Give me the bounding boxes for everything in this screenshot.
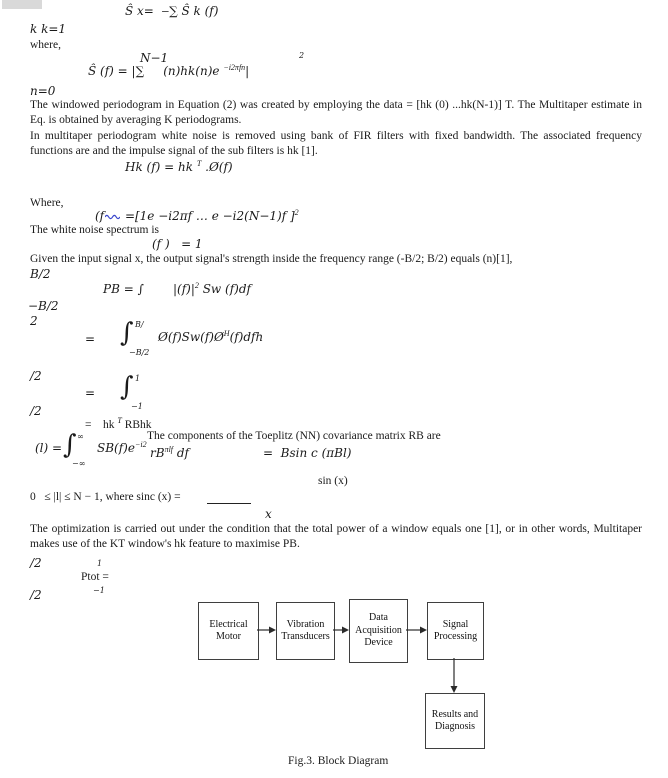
arrow-right-icon [406,624,427,636]
box-label: Data Acquisition Device [355,612,402,649]
paragraph-windowed-periodogram: The windowed periodogram in Equation (2) was created by employing the data = [hk (0) ...hk(N-1)] T. The Multitaper estimate in Eq. is obtained by averaging K periodograms. [30,99,642,127]
fraction-bar [207,503,251,504]
equation-sf-end: | [245,64,250,78]
equation-rb-transpose: T [117,416,122,425]
equation-integral-unit [85,372,143,412]
equation-spectrum-sum: Ŝ x= ‒∑ Ŝ k (f) [125,4,219,18]
equation-pb-lhs: PB = ∫ [103,282,144,296]
box-label: Results and Diagnosis [431,708,479,732]
diagram-box-results-diagnosis [425,693,485,749]
integrand-post: (f)dfh [229,330,264,344]
equation-covariance [35,430,147,468]
where-label-2: Where, [30,197,64,209]
arrow-down-icon [448,658,460,693]
integral-sign: ∫ [63,430,77,460]
equation-phi-pre: (f [95,209,105,223]
integral-lower-limit: −B/2 [129,348,150,357]
equation-rb-post: RBhk [121,419,152,431]
equation-pb-power: 2 [194,281,199,290]
arrow-right-icon [257,624,276,636]
limit-minus-b2: −B/2 [28,299,59,313]
equation-phi-power: 2 [294,208,299,217]
paragraph-optimization: The optimization is carried out under the condition that the total power of a window equals one [1], or in other words, Multitaper makes use of the KT window's hk feature to maximise PB. [30,523,642,551]
diagram-box-signal-processing [427,602,484,660]
equation-rb-pre: = hk [85,419,118,431]
paragraph-multitaper-fir: In multitaper periodogram white noise is removed using bank of FIR filters with fixed bandwidth. The associated frequency functions are and the impulse signal of the sub filters is hk [1]. [30,130,642,158]
covariance-l2-exponent: πlf [164,445,174,454]
sinc-condition-line: 0 ≤ |l| ≤ N − 1, where sinc (x) = [30,491,184,503]
covariance-exponent: −i2 [134,440,147,449]
figure-caption: Fig.3. Block Diagram [288,755,389,767]
equation-hk-post: .Ø(f) [201,160,233,174]
equation-sf-upper-limit: N−1 [140,51,169,65]
equation-pb-mid: |(f)| [173,282,195,296]
equals-sign: = [85,332,96,346]
integral-sign: ∫ [120,372,134,402]
ptot-slash-top: /2 [30,556,42,570]
integrand-pre: Ø(f)Sw(f)Ø [158,330,224,344]
given-input-line: Given the input signal x, the output signal's strength inside the frequency range (-B/2; B/2) equals (n)[1], [30,253,513,265]
integral-sign: ∫ [120,318,134,348]
ptot-upper-limit: 1 [97,559,103,568]
toeplitz-note: The components of the Toeplitz (NN) covariance matrix RB are [147,430,441,442]
equation-sf [88,64,249,80]
ptot-slash-bottom: /2 [30,588,42,602]
equation-sf-power: 2 [299,51,305,60]
equation-pb-post: Sw (f)df [198,282,251,296]
box-label: Signal Processing [433,618,478,642]
equation-pb-rhs [173,282,251,298]
box-label: Electrical Motor [209,618,248,642]
integrand-hermitian: H [223,329,230,338]
equation-integral-bw [85,318,264,358]
equation-hk-pre: Hk (f) = hk [125,160,197,174]
scan-artifact [2,0,42,9]
equation-f-equals-1: (f ) = 1 [152,237,203,251]
equation-hk-transpose: T [196,159,202,168]
equation-rb [85,418,152,433]
ptot-label: Ptot = [81,571,109,583]
diagram-box-data-acquisition [349,599,408,663]
equation-sf-main: Ŝ (f) = |∑ (n)hk(n)e [88,64,224,78]
integral-lower-limit: −∞ [72,459,86,468]
white-noise-line: The white noise spectrum is [30,224,160,236]
limit-slash2-b: /2 [30,404,42,418]
covariance-l2-post: df [173,446,189,460]
equation-sf-exponent: −i2πfn [223,63,246,72]
limit-slash2-a: /2 [30,369,42,383]
sinc-numerator: sin (x) [318,475,348,487]
equation-covariance-line2 [150,446,189,462]
ptot-lower-limit: −1 [93,586,105,595]
limit-b2: B/2 [30,267,51,281]
limit-two: 2 [30,314,38,328]
equation-sf-lower-limit: n=0 [30,84,56,98]
where-label-1: where, [30,39,61,51]
equation-hk [125,160,233,176]
sinc-denominator: x [265,507,272,521]
integral-lower-limit: −1 [131,402,143,411]
arrow-right-icon [333,624,349,636]
spellcheck-squiggle-icon [105,213,120,220]
diagram-box-vibration-transducers [276,602,335,660]
covariance-l2: rB [150,446,165,460]
equation-phi-post: =[1e −i2πf … e −i2(N−1)f ] [121,209,295,223]
covariance-lhs: (l) = [35,441,66,455]
covariance-mid: SB(f)e [97,441,135,455]
integral-upper-limit: 1 [135,374,141,383]
diagram-box-electrical-motor [198,602,259,660]
integral-upper-limit: B/ [135,320,144,329]
equals-sign: = [85,386,96,400]
integral-upper-limit: ∞ [77,432,84,441]
equation-sum-index: k k=1 [30,22,67,36]
equation-covariance-rhs: = Bsin c (πBl) [263,446,352,460]
box-label: Vibration Transducers [281,618,330,642]
